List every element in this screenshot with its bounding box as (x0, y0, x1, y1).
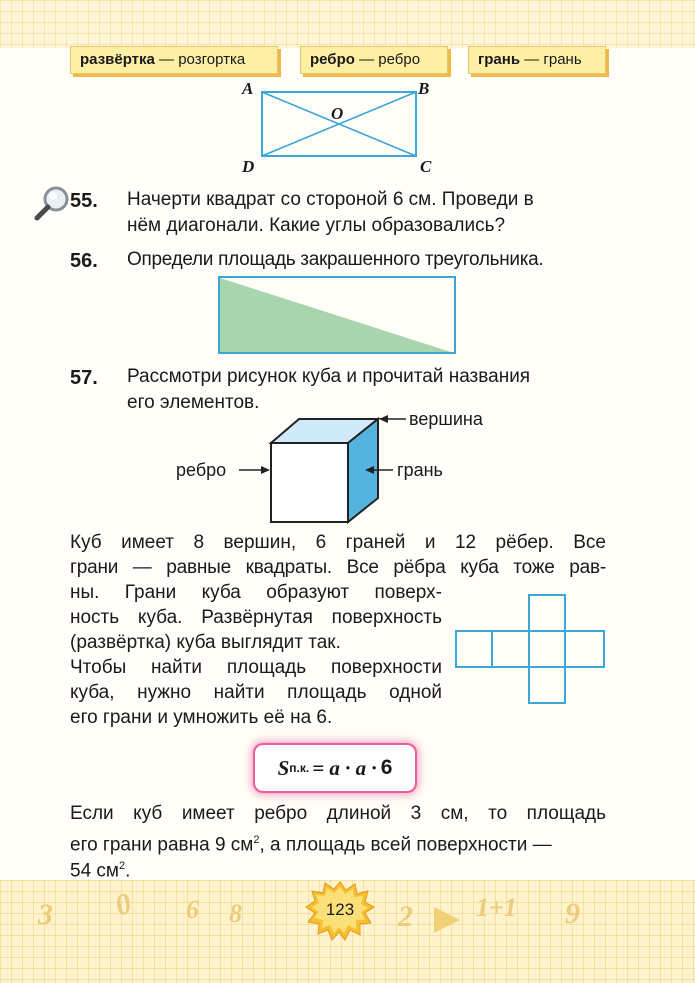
formula-subscript: п.к. (289, 761, 310, 775)
center-label-o: O (331, 104, 344, 123)
vertex-label-b: B (418, 79, 430, 98)
conclusion-line-2-sup: 2 (253, 834, 260, 846)
body-line-7: куба, нужно найти площадь одной (70, 682, 442, 703)
formula-six: 6 (380, 756, 393, 779)
decor-symbol: 1+1 (476, 893, 517, 922)
vertex-label-d: D (242, 157, 255, 176)
net-square-top (529, 595, 565, 631)
conclusion-line-3-post: . (125, 860, 131, 882)
body-line-1: Куб имеет 8 вершин, 6 граней и 12 рёбер. Все (70, 532, 606, 553)
conclusion-line-1: Если куб имеет ребро длиной 3 см, то площадь (70, 803, 606, 824)
decor-symbol: 9 (565, 897, 580, 930)
conclusion-line-2-pre: его грани равна 9 см (70, 834, 254, 856)
label-edge: ребро (176, 460, 227, 480)
magnifier-icon (32, 183, 72, 223)
conclusion-line-3 (70, 853, 130, 884)
label-vertex: вершина (409, 409, 483, 429)
body-line-4: ность куба. Развёрнутая поверхность (70, 607, 442, 628)
surface-area-formula (253, 743, 417, 793)
decor-symbol: 8 (229, 899, 242, 928)
net-square-bottom (529, 667, 565, 703)
task-57-line2: его элементов. (127, 392, 260, 413)
formula-s: S (277, 755, 290, 780)
vocab-translation: — розгортка (154, 51, 246, 68)
task-57-number: 57. (70, 367, 98, 389)
body-line-3: ны. Грани куба образуют поверх- (70, 582, 442, 603)
body-line-6: Чтобы найти площадь поверхности (70, 657, 442, 678)
vocab-translation: — грань (520, 51, 582, 68)
task-55-line1: Начерти квадрат со стороной 6 см. Проведи в (127, 189, 534, 210)
vocab-term: грань (478, 51, 521, 68)
vocab-translation: — ребро (354, 51, 421, 68)
page-number: 123 (325, 900, 355, 919)
shaded-triangle (220, 278, 454, 353)
task-55-number: 55. (70, 190, 98, 212)
decor-triangle-icon (431, 905, 463, 935)
shaded-triangle-figure (218, 276, 458, 356)
top-grid-band (0, 0, 695, 48)
conclusion-line-3-sup: 2 (118, 860, 126, 872)
edge-arrow-head (261, 466, 270, 474)
rectangle-diagram (258, 88, 420, 160)
net-square-4 (565, 631, 604, 667)
decor-symbol: 2 (398, 900, 413, 933)
body-line-5: (развёртка) куба выглядит так. (70, 632, 341, 653)
body-line-8: его грани и умножить её на 6. (70, 707, 333, 728)
conclusion-line-2-post: , а площадь всей поверхности — (259, 834, 552, 856)
vocab-term: ребро (310, 51, 355, 68)
task-57-line1: Рассмотри рисунок куба и прочитай названия (127, 366, 531, 387)
net-square-1 (456, 631, 492, 667)
net-square-2 (492, 631, 529, 667)
decor-symbol: 0 (111, 886, 136, 923)
task-56-number: 56. (70, 250, 98, 272)
task-56-line1: Определи площадь закрашенного треугольника. (127, 249, 544, 270)
vocab-term: развёртка (80, 51, 155, 68)
vertex-label-c: C (420, 157, 432, 176)
net-square-3 (529, 631, 565, 667)
decor-symbol: 6 (186, 895, 199, 924)
cube-front-face (271, 443, 348, 522)
decor-symbol: 3 (38, 898, 53, 931)
vertex-label-a: A (242, 79, 254, 98)
formula-expression: = a · a · (312, 755, 377, 780)
body-line-2: грани — равные квадраты. Все рёбра куба тоже рав- (70, 557, 606, 578)
conclusion-line-2 (70, 827, 552, 858)
label-face: грань (397, 460, 443, 480)
vocab-box-gran (468, 46, 606, 74)
conclusion-line-3-pre: 54 см (70, 860, 119, 882)
vertex-arrow-head (379, 415, 388, 423)
cube-net (455, 594, 607, 706)
task-55-line2: нём диагонали. Какие углы образовались? (127, 215, 506, 236)
vocab-box-rebro (300, 46, 448, 74)
vocab-box-razvertka (70, 46, 278, 74)
